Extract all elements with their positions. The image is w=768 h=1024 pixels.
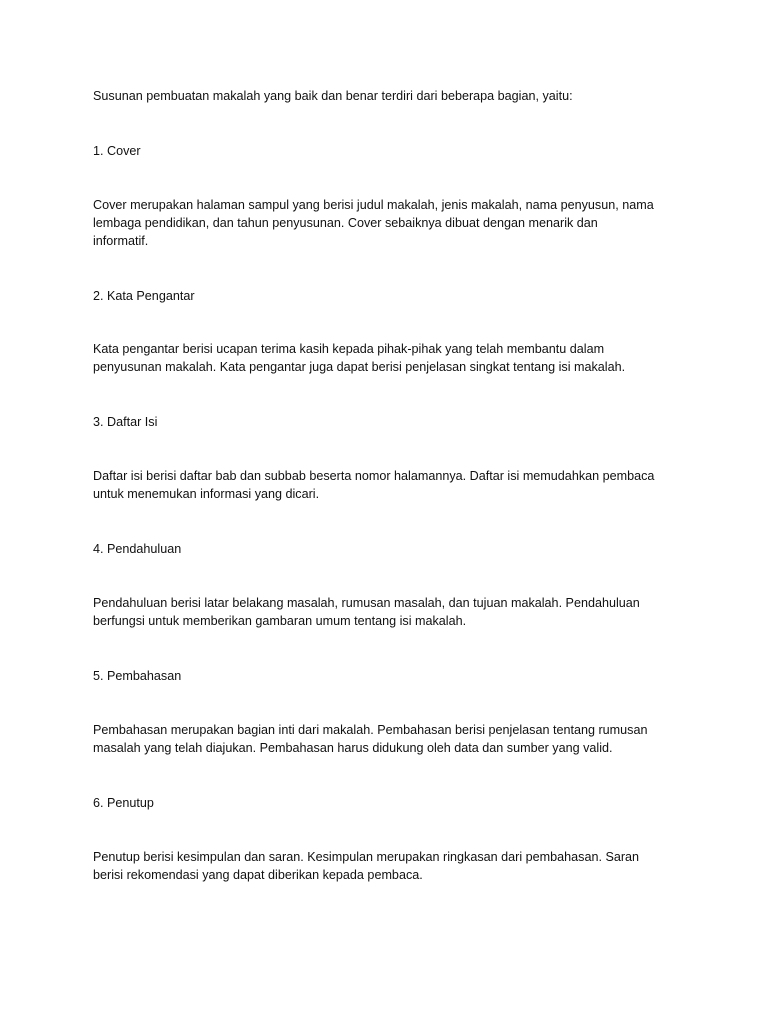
section-text-pembahasan-line-1: Pembahasan merupakan bagian inti dari makalah. Pembahasan berisi penjelasan tentang rumusan (93, 723, 648, 737)
section-text-cover-line-1: Cover merupakan halaman sampul yang berisi judul makalah, jenis makalah, nama penyusun, nama (93, 198, 654, 212)
section-text-cover-line-2: lembaga pendidikan, dan tahun penyusunan. Cover sebaiknya dibuat dengan menarik dan (93, 216, 598, 230)
section-text-pembahasan-line-2: masalah yang telah diajukan. Pembahasan harus didukung oleh data dan sumber yang valid. (93, 741, 613, 755)
section-heading-daftar-isi: 3. Daftar Isi (93, 415, 158, 429)
section-text-penutup-line-1: Penutup berisi kesimpulan dan saran. Kesimpulan merupakan ringkasan dari pembahasan. Saran (93, 850, 640, 864)
section-heading-pendahuluan: 4. Pendahuluan (93, 542, 182, 556)
section-text-daftar-isi-line-2: untuk menemukan informasi yang dicari. (93, 487, 320, 501)
section-text-cover-line-3: informatif. (93, 234, 149, 248)
intro-paragraph: Susunan pembuatan makalah yang baik dan benar terdiri dari beberapa bagian, yaitu: (93, 89, 573, 103)
section-heading-cover: 1. Cover (93, 144, 141, 158)
section-heading-penutup: 6. Penutup (93, 796, 154, 810)
section-text-kata-pengantar-line-1: Kata pengantar berisi ucapan terima kasih kepada pihak-pihak yang telah membantu dalam (93, 342, 605, 356)
section-text-kata-pengantar-line-2: penyusunan makalah. Kata pengantar juga dapat berisi penjelasan singkat tentang isi makalah. (93, 360, 626, 374)
section-heading-kata-pengantar: 2. Kata Pengantar (93, 289, 195, 303)
section-text-penutup-line-2: berisi rekomendasi yang dapat diberikan kepada pembaca. (93, 868, 423, 882)
section-heading-pembahasan: 5. Pembahasan (93, 669, 182, 683)
section-text-pendahuluan-line-1: Pendahuluan berisi latar belakang masalah, rumusan masalah, dan tujuan makalah. Pendahuluan (93, 596, 640, 610)
section-text-pendahuluan-line-2: berfungsi untuk memberikan gambaran umum tentang isi makalah. (93, 614, 467, 628)
section-text-daftar-isi-line-1: Daftar isi berisi daftar bab dan subbab beserta nomor halamannya. Daftar isi memudahkan pembaca (93, 469, 655, 483)
